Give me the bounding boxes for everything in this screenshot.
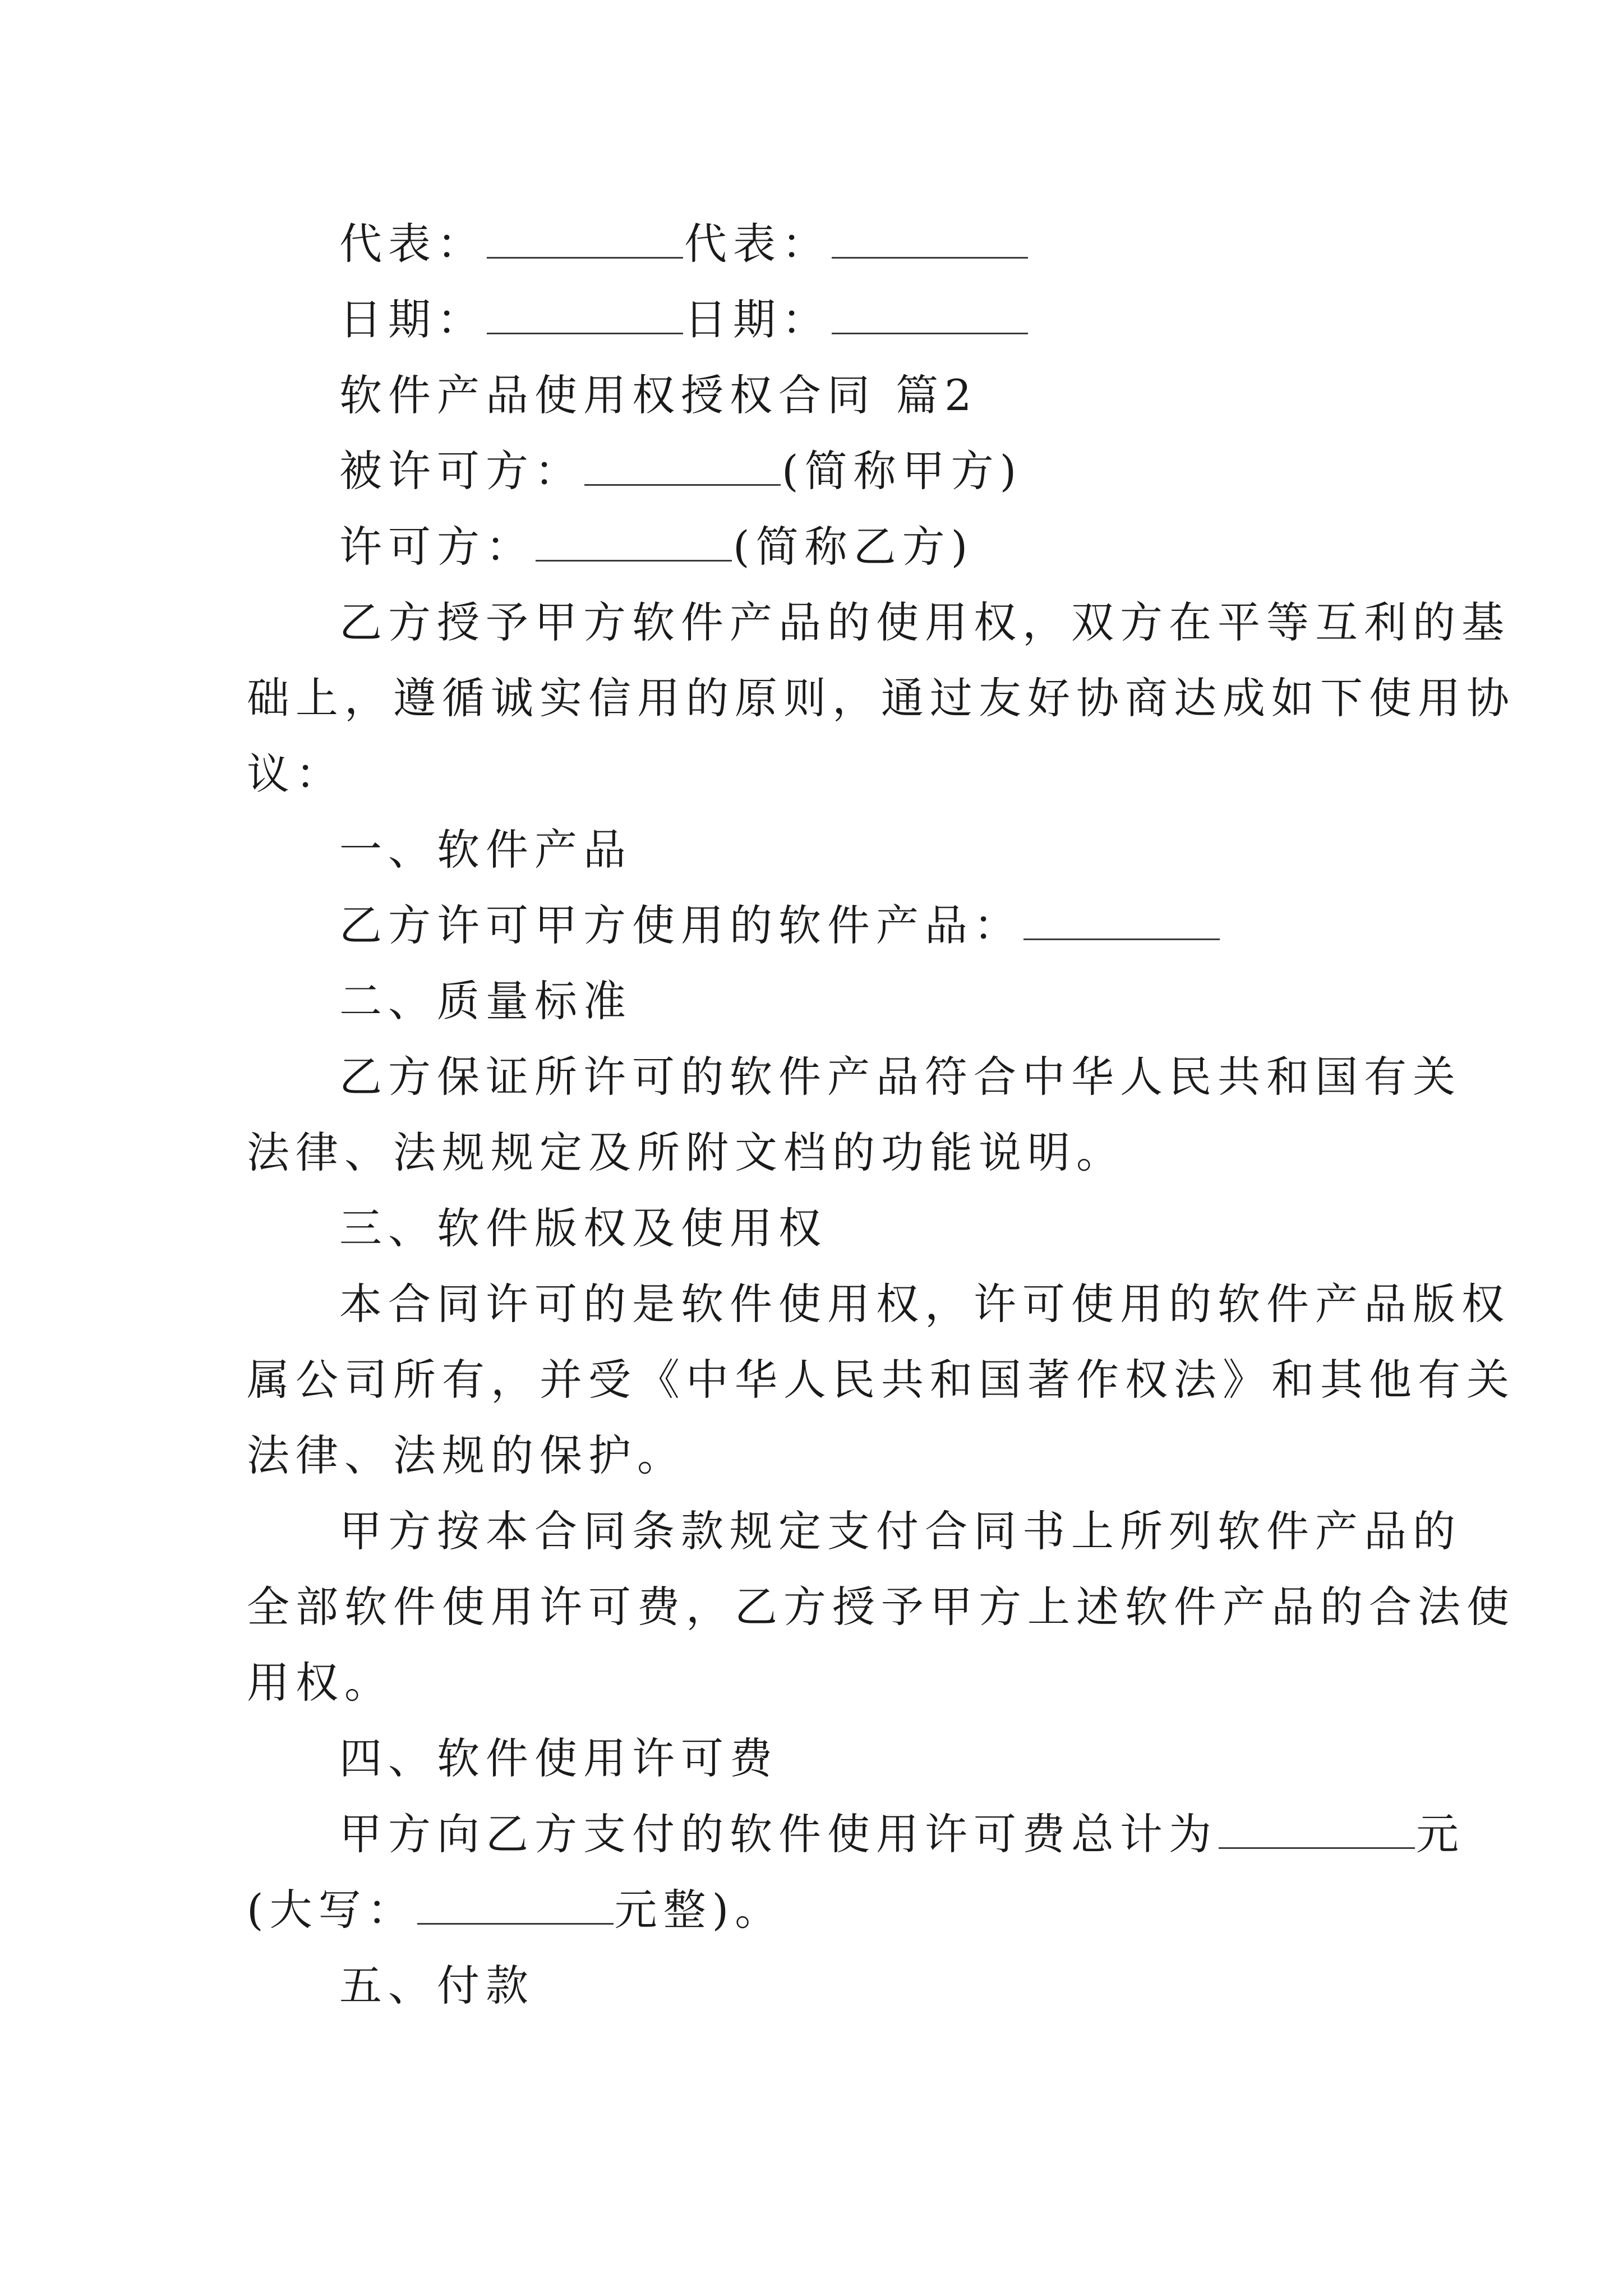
paragraph-line: 用权。 bbox=[247, 1658, 393, 1708]
paragraph-line: 乙方授予甲方软件产品的使用权，双方在平等互利的基 bbox=[339, 597, 1510, 647]
paragraph-line: 本合同许可的是软件使用权，许可使用的软件产品版权 bbox=[339, 1279, 1510, 1329]
heading-software-product: 一、软件产品 bbox=[339, 825, 632, 875]
software-product-line bbox=[339, 895, 1221, 956]
license-fee-label: 甲方向乙方支付的软件使用许可费总计为 bbox=[339, 1809, 1218, 1859]
licensee-label: 被许可方： bbox=[339, 446, 583, 496]
licensor-note: (简称乙方) bbox=[733, 522, 974, 572]
date-label-2: 日期： bbox=[684, 295, 831, 344]
software-product-blank bbox=[1023, 899, 1220, 940]
capital-blank bbox=[417, 1884, 614, 1925]
license-fee-total-line bbox=[339, 1803, 1465, 1865]
representative-blank-1 bbox=[487, 218, 683, 259]
paragraph-line: 乙方保证所许可的软件产品符合中华人民共和国有关 bbox=[339, 1052, 1461, 1102]
heading-quality-standard: 二、质量标准 bbox=[339, 976, 632, 1026]
licensee-blank bbox=[584, 445, 781, 486]
license-fee-capital-line bbox=[247, 1879, 783, 1941]
capital-unit: 元整)。 bbox=[614, 1885, 784, 1935]
software-product-label: 乙方许可甲方使用的软件产品： bbox=[339, 900, 1022, 950]
licensee-note: (简称甲方) bbox=[782, 446, 1023, 496]
representative-label-1: 代表： bbox=[339, 219, 486, 269]
paragraph-line: 法律、法规规定及所附文档的功能说明。 bbox=[247, 1128, 1125, 1177]
paragraph-line: 议： bbox=[247, 749, 344, 799]
representative-blank-2 bbox=[832, 218, 1028, 259]
date-label-1: 日期： bbox=[339, 295, 486, 344]
date-blank-2 bbox=[832, 293, 1028, 334]
representative-line bbox=[339, 213, 1029, 275]
heading-license-fee: 四、软件使用许可费 bbox=[339, 1733, 778, 1783]
capital-label: (大写： bbox=[247, 1885, 416, 1935]
heading-payment: 五、付款 bbox=[339, 1961, 534, 2010]
paragraph-line: 属公司所有，并受《中华人民共和国著作权法》和其他有关 bbox=[247, 1355, 1515, 1405]
paragraph-line: 法律、法规的保护。 bbox=[247, 1430, 686, 1480]
licensee-line bbox=[339, 440, 1022, 502]
paragraph-line: 甲方按本合同条款规定支付合同书上所列软件产品的 bbox=[339, 1506, 1461, 1556]
representative-label-2: 代表： bbox=[684, 219, 831, 269]
licensor-blank bbox=[536, 521, 732, 562]
date-line bbox=[339, 289, 1029, 351]
heading-copyright: 三、软件版权及使用权 bbox=[339, 1203, 827, 1253]
section-title: 软件产品使用权授权合同 篇2 bbox=[339, 370, 978, 420]
date-blank-1 bbox=[487, 293, 683, 334]
licensor-label: 许可方： bbox=[339, 522, 534, 572]
licensor-line bbox=[339, 516, 974, 578]
paragraph-line: 全部软件使用许可费，乙方授予甲方上述软件产品的合法使 bbox=[247, 1582, 1515, 1632]
license-fee-blank bbox=[1219, 1808, 1415, 1849]
paragraph-line: 础上，遵循诚实信用的原则，通过友好协商达成如下使用协 bbox=[247, 673, 1515, 723]
license-fee-unit: 元 bbox=[1416, 1809, 1465, 1859]
